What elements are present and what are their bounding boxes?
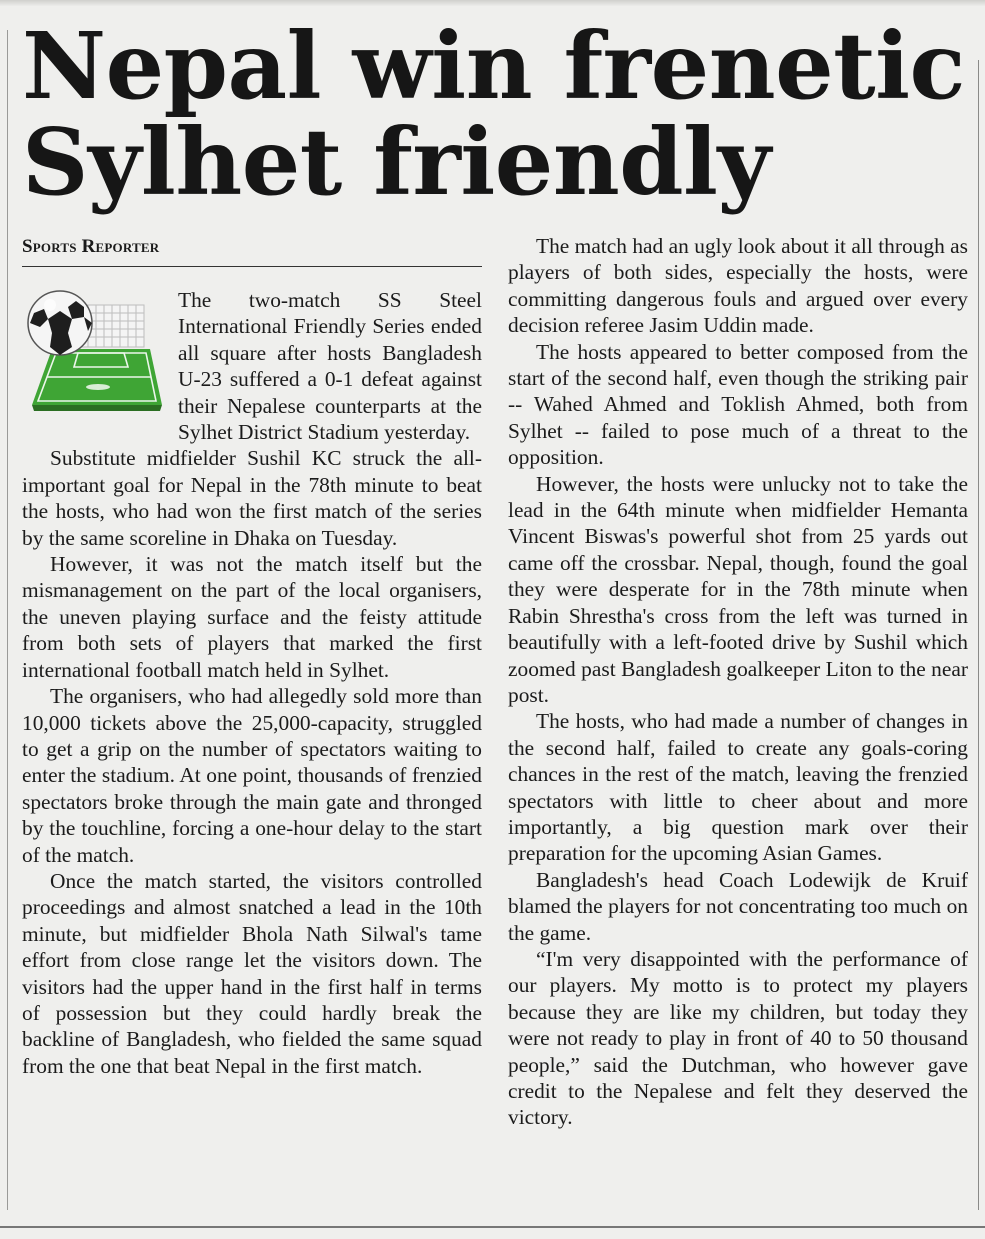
paragraph: The hosts appeared to better composed from the start of the second half, even though the striking pair -- Wahed Ahmed and Toklish Ahmed, both from Sylhet -- failed to pose much of a threat to the opposition. — [508, 339, 968, 470]
paragraph: The hosts, who had made a number of changes in the second half, failed to create any goals-coring chances in the rest of the match, leaving the frenzied spectators with little to cheer about and more importantly, a big question mark over their preparation for the upcoming Asian Games. — [508, 709, 968, 866]
paragraph: “I'm very disappointed with the performance of our players. My motto is to protect my players because they are like my children, but today they were not ready to play in front of 40 to 50 thousand people,” said the Dutchman, who however gave credit to the Nepalese and felt they deserved the victory. — [508, 946, 968, 1130]
paragraph: Substitute midfielder Sushil KC struck the all-important goal for Nepal in the 78th minute to beat the hosts, who had won the first match of the series by the same scoreline in Dhaka on Tuesday. — [22, 446, 482, 550]
paragraph: The organisers, who had allegedly sold more than 10,000 tickets above the 25,000-capacity, struggled to get a grip on the number of spectators waiting to enter the stadium. At one point, thousands of frenzied spectators broke through the main gate and thronged by the touchline, forcing a one-hour delay to the start of the match. — [22, 684, 482, 867]
byline: Sports Reporter — [22, 236, 160, 257]
byline-rule — [22, 266, 482, 267]
left-column-rule — [7, 30, 8, 1210]
soccer-ball-and-pitch-icon — [22, 287, 170, 425]
paragraph: However, the hosts were unlucky not to take the lead in the 64th minute when midfielder Hemanta Vincent Biswas's powerful shot from 25 yards out came off the crossbar. Nepal, though, found the goal they were desperate for in the 78th minute when Rabin Shrestha's cross from the left was turned in beautifully with a left-footed drive by Sushil which zoomed past Bangladesh goalkeeper Liton to the near post. — [508, 471, 968, 707]
right-edge-rule — [978, 60, 979, 1210]
bottom-edge-rule — [0, 1226, 985, 1228]
headline — [22, 12, 972, 216]
right-column — [508, 233, 968, 1131]
paragraph: The match had an ugly look about it all through as players of both sides, especially the hosts, were committing dangerous fouls and argued over every decision referee Jasim Uddin made. — [508, 234, 968, 338]
paragraph: The two-match SS Steel International Friendly Series ended all square after hosts Bangladesh U-23 suffered a 0-1 defeat against their Nepalese counterparts at the Sylhet District Stadium yesterday. — [178, 288, 482, 445]
paragraph: However, it was not the match itself but the mismanagement on the part of the local organisers, the uneven playing surface and the feisty attitude from both sets of players that marked the first international football match held in Sylhet. — [22, 552, 482, 682]
headline-line-1: Nepal win frenetic — [22, 12, 966, 120]
paragraph: Bangladesh's head Coach Lodewijk de Kruif blamed the players for not concentrating too much on the game. — [508, 867, 968, 945]
paragraph: Once the match started, the visitors controlled proceedings and almost snatched a lead in the 10th minute, but midfielder Bhola Nath Silwal's tame effort from close range let the visitors down. The visitors had the upper hand in the first half in terms of possession but they could hardly break the backline of Bangladesh, who fielded the same squad from the one that beat Nepal in the first match. — [22, 868, 482, 1078]
left-column — [22, 287, 482, 1079]
headline-line-2: Sylhet friendly — [22, 108, 771, 216]
top-edge-strip — [0, 0, 985, 6]
